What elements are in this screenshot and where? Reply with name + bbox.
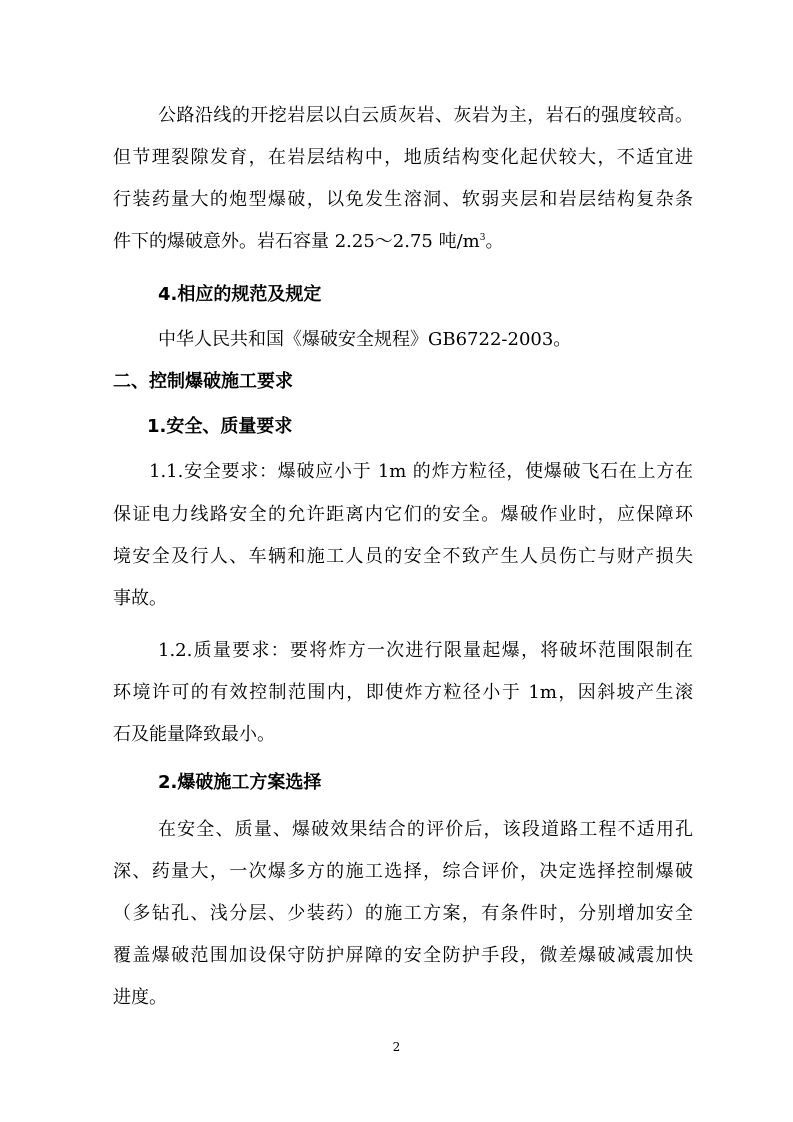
quality-line-1: 1.2.质量要求：要将炸方一次进行限量起爆，将破坏范围限制在 [158, 640, 693, 661]
geology-line-2: 但节理裂隙发育，在岩层结构中，地质结构变化起伏较大，不适宜进 [113, 147, 693, 168]
standard-paragraph: 中华人民共和国《爆破安全规程》GB6722-2003。 [158, 329, 572, 350]
section-2-heading: 二、控制爆破施工要求 [113, 371, 293, 392]
geology-line-1: 公路沿线的开挖岩层以白云质灰岩、灰岩为主，岩石的强度较高。 [158, 105, 693, 126]
geology-line-4 [113, 230, 693, 254]
geology-line-4-end: 。 [485, 231, 504, 252]
heading-1: 1.安全、质量要求 [147, 416, 293, 437]
geology-line-4-text: 件下的爆破意外。岩石容量 2.25～2.75 吨/m [113, 231, 480, 252]
heading-2: 2.爆破施工方案选择 [158, 772, 322, 793]
quality-line-3: 石及能量降致最小。 [113, 724, 275, 745]
heading-4: 4.相应的规范及规定 [158, 284, 322, 305]
plan-line-3: （多钻孔、浅分层、少装药）的施工方案，有条件时，分别增加安全 [113, 903, 693, 924]
page-number: 2 [392, 1040, 401, 1054]
geology-line-3: 行装药量大的炮型爆破，以免发生溶洞、软弱夹层和岩层结构复杂条 [113, 189, 693, 210]
plan-line-4: 覆盖爆破范围加设保守防护屏障的安全防护手段，微差爆破减震加快 [113, 945, 693, 966]
safety-line-1: 1.1.安全要求：爆破应小于 1m 的炸方粒径，使爆破飞石在上方在 [149, 461, 693, 482]
plan-line-1: 在安全、质量、爆破效果结合的评价后，该段道路工程不适用孔 [158, 819, 693, 840]
quality-line-2: 环境许可的有效控制范围内，即使炸方粒径小于 1m，因斜坡产生滚 [113, 682, 693, 703]
safety-line-4: 事故。 [113, 588, 167, 609]
safety-line-2: 保证电力线路安全的允许距离内它们的安全。爆破作业时，应保障环 [113, 504, 693, 525]
safety-line-3: 境安全及行人、车辆和施工人员的安全不致产生人员伤亡与财产损失 [113, 546, 693, 567]
cubic-superscript: 3 [479, 233, 486, 243]
plan-line-5: 进度。 [113, 987, 167, 1008]
plan-line-2: 深、药量大，一次爆多方的施工选择，综合评价，决定选择控制爆破 [113, 861, 693, 882]
